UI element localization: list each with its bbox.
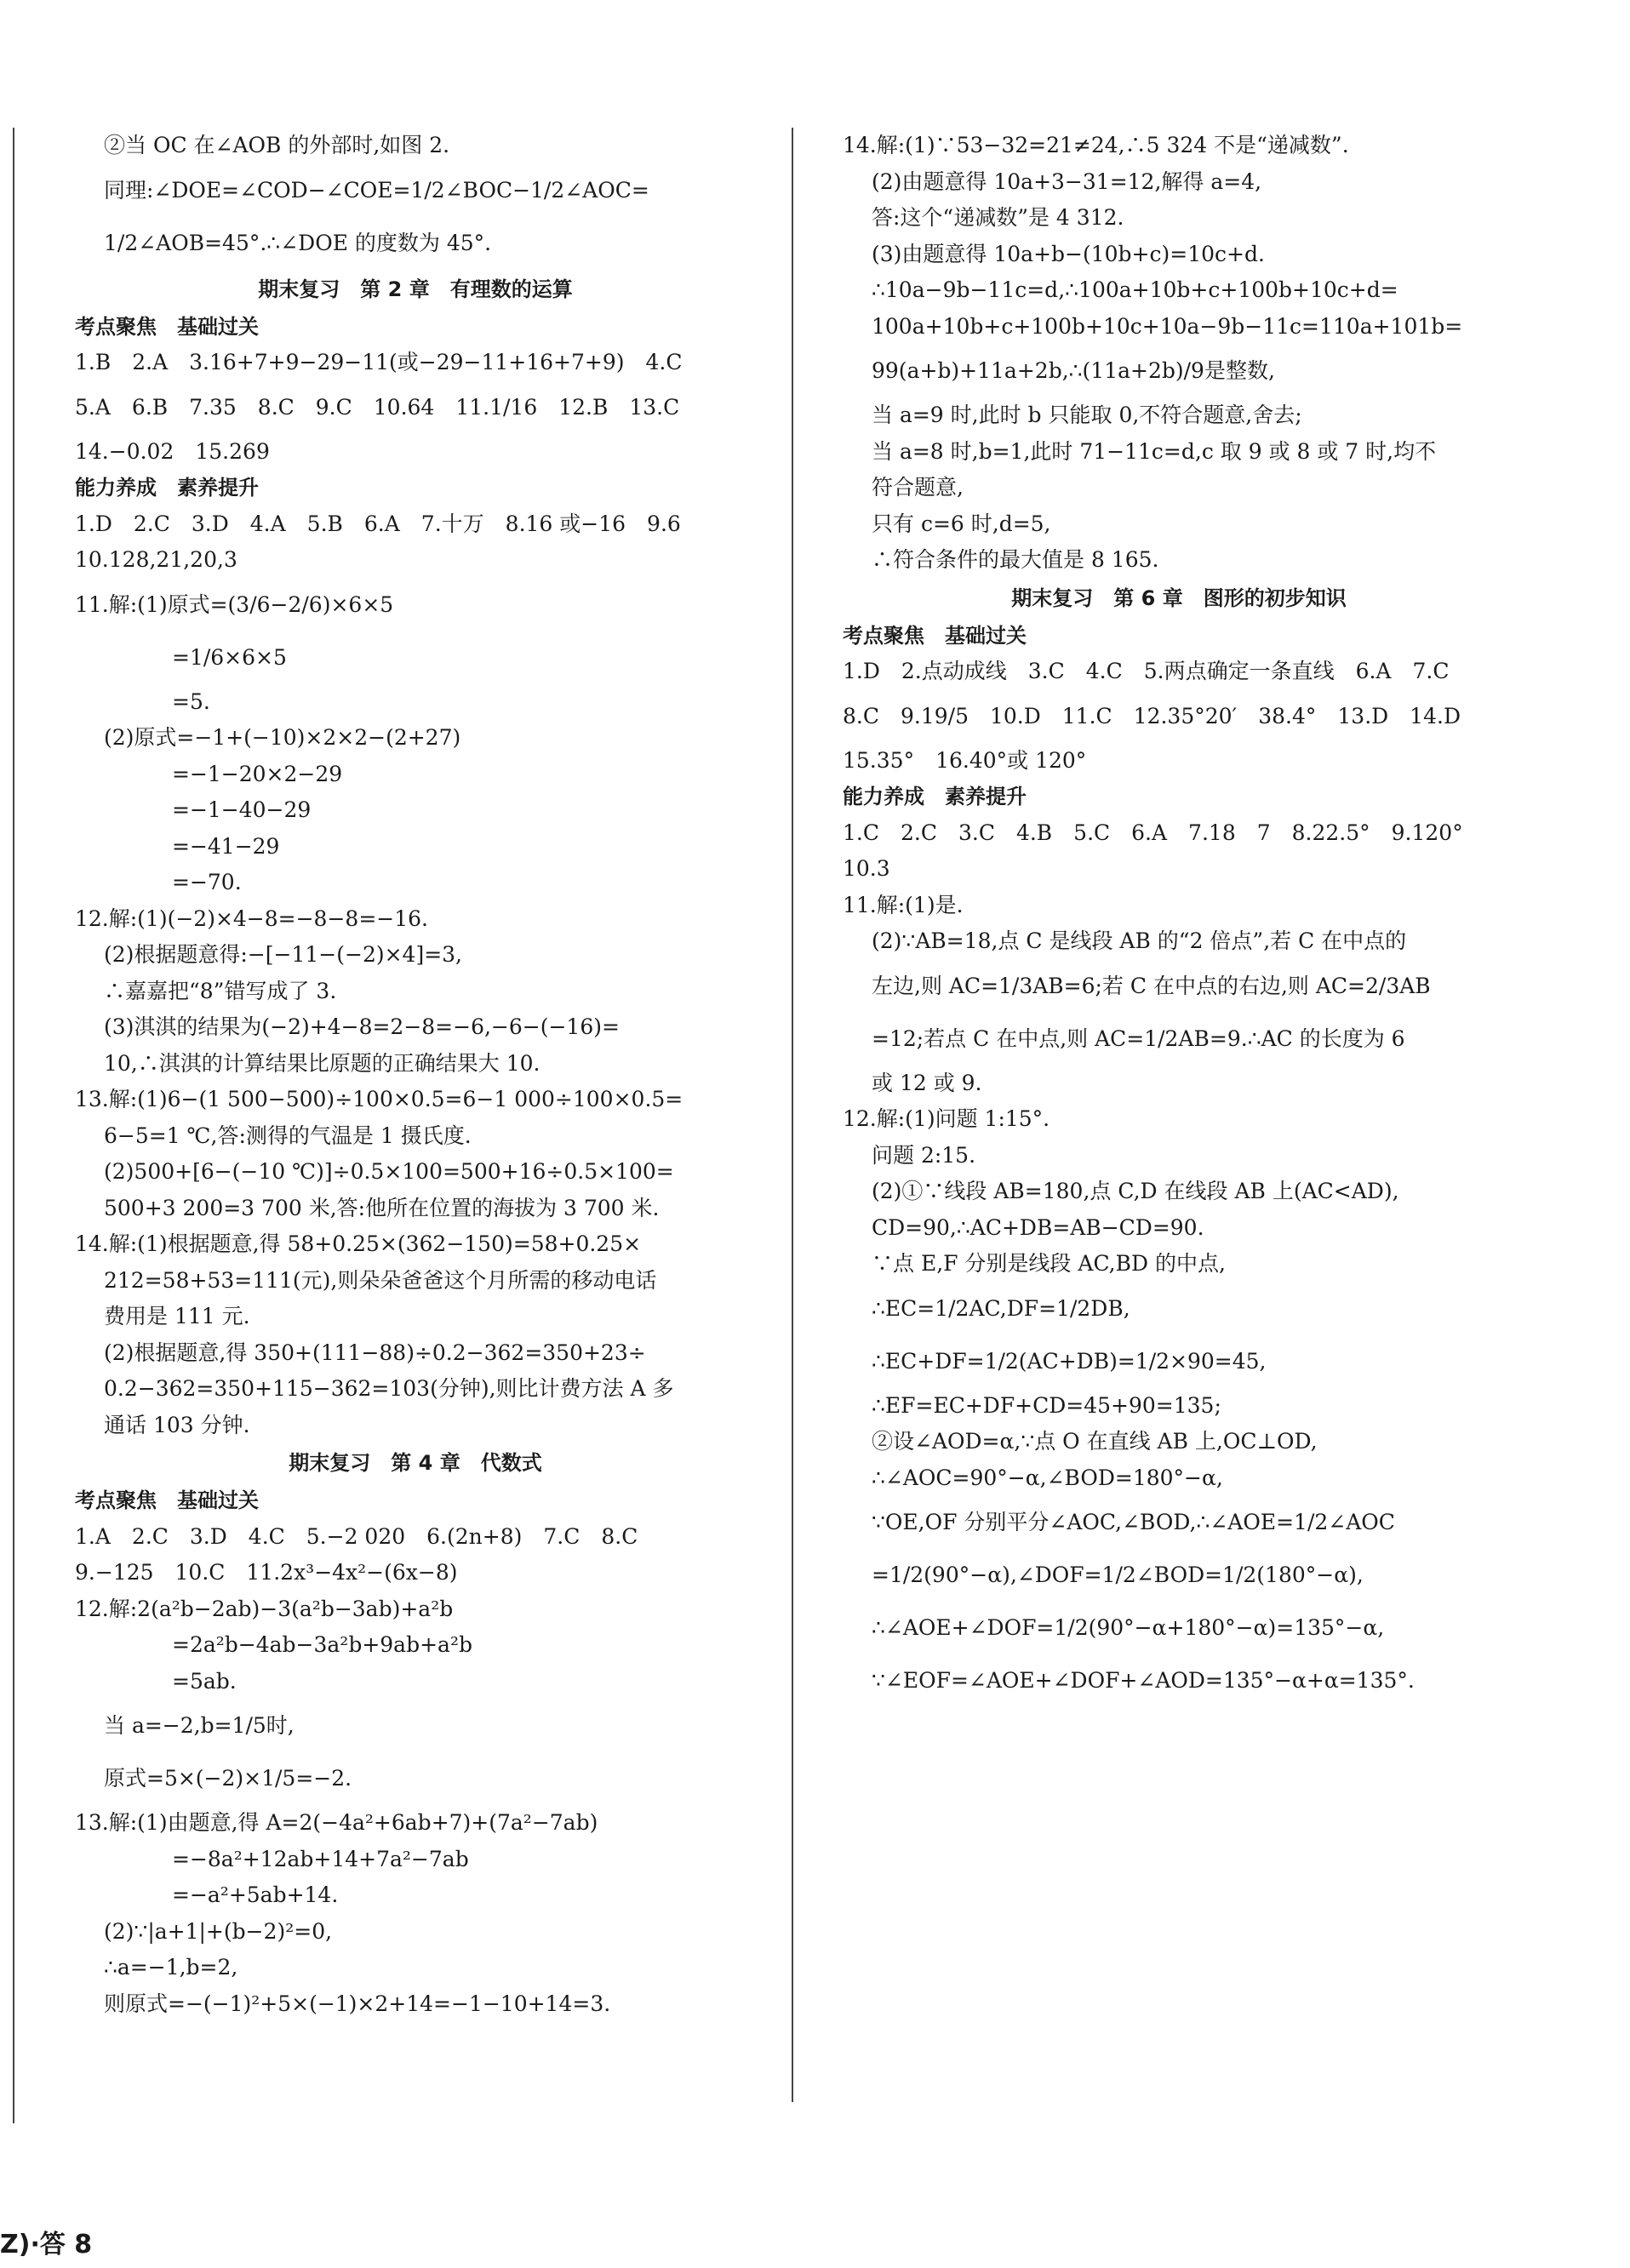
subsection-heading: 考点聚焦 基础过关	[843, 623, 1027, 648]
answer-line: 答:这个“递减数”是 4 312.	[872, 205, 1124, 230]
answer-line: 6−5=1 ℃,答:测得的气温是 1 摄氏度.	[104, 1123, 472, 1148]
answer-line: 10,∴淇淇的计算结果比原题的正确结果大 10.	[104, 1050, 540, 1076]
answer-line: ∴EF=EC+DF+CD=45+90=135;	[872, 1392, 1221, 1418]
answer-line: =5ab.	[172, 1668, 237, 1694]
answer-line: ∴符合条件的最大值是 8 165.	[872, 547, 1159, 572]
answer-line: 10.3	[843, 856, 890, 881]
section-heading: 期末复习 第 2 章 有理数的运算	[258, 277, 573, 301]
answer-line: ②设∠AOD=α,∵点 O 在直线 AB 上,OC⊥OD,	[872, 1429, 1318, 1454]
answer-line: 5.A 6.B 7.35 8.C 9.C 10.64 11.1/16 12.B 13.C	[75, 394, 680, 420]
section-heading: 期末复习 第 6 章 图形的初步知识	[1011, 586, 1347, 610]
answer-line: (3)淇淇的结果为(−2)+4−8=2−8=−6,−6−(−16)=	[104, 1014, 620, 1039]
answer-line: (2)根据题意得:−[−11−(−2)×4]=3,	[104, 942, 463, 967]
answer-line: ∴∠AOE+∠DOF=1/2(90°−α+180°−α)=135°−α,	[872, 1615, 1385, 1640]
answer-line: 符合题意,	[872, 475, 964, 500]
subsection-heading: 考点聚焦 基础过关	[75, 1488, 259, 1512]
answer-line: =2a²b−4ab−3a²b+9ab+a²b	[172, 1632, 472, 1657]
column-divider	[792, 128, 793, 2102]
answer-line: 99(a+b)+11a+2b,∴(11a+2b)/9是整数,	[872, 358, 1275, 383]
answer-line: =−70.	[172, 870, 242, 894]
answer-line: 原式=5×(−2)×1/5=−2.	[104, 1766, 352, 1791]
answer-line: 12.解:(1)(−2)×4−8=−8−8=−16.	[75, 905, 428, 931]
answer-line: =−a²+5ab+14.	[172, 1882, 339, 1907]
answer-line: =1/6×6×5	[172, 644, 287, 670]
answer-line: ∴嘉嘉把“8”错写成了 3.	[104, 978, 337, 1003]
answer-line: 10.128,21,20,3	[75, 547, 237, 572]
answer-line: =5.	[172, 688, 210, 714]
answer-line: (2)原式=−1+(−10)×2×2−(2+27)	[104, 725, 461, 750]
answer-line: 14.−0.02 15.269	[75, 438, 270, 464]
answer-line: (3)由题意得 10a+b−(10b+c)=10c+d.	[872, 241, 1265, 266]
answer-line: 当 a=8 时,b=1,此时 71−11c=d,c 取 9 或 8 或 7 时,均不	[872, 438, 1437, 464]
answer-line: 13.解:(1)由题意,得 A=2(−4a²+6ab+7)+(7a²−7ab)	[75, 1810, 598, 1835]
answer-line: ∴EC=1/2AC,DF=1/2DB,	[872, 1295, 1130, 1321]
subsection-heading: 能力养成 素养提升	[75, 476, 259, 500]
answer-line: =12;若点 C 在中点,则 AC=1/2AB=9.∴AC 的长度为 6	[872, 1025, 1405, 1051]
subsection-heading: 考点聚焦 基础过关	[75, 314, 259, 339]
answer-line: 13.解:(1)6−(1 500−500)÷100×0.5=6−1 000÷100×0.5=	[75, 1087, 683, 1111]
answer-line: 0.2−362=350+115−362=103(分钟),则比计费方法 A 多	[104, 1376, 674, 1401]
answer-line: 左边,则 AC=1/3AB=6;若 C 在中点的右边,则 AC=2/3AB	[872, 973, 1431, 998]
answer-line: 14.解:(1)∵53−32=21≠24,∴5 324 不是“递减数”.	[843, 133, 1349, 157]
answer-line: 1.C 2.C 3.C 4.B 5.C 6.A 7.18 7 8.22.5° 9.120°	[843, 820, 1463, 845]
answer-line: ∴a=−1,b=2,	[104, 1955, 238, 1980]
answer-line: 当 a=−2,b=1/5时,	[104, 1713, 295, 1738]
answer-line: 212=58+53=111(元),则朵朵爸爸这个月所需的移动电话	[104, 1267, 657, 1293]
answer-line: 11.解:(1)原式=(3/6−2/6)×6×5	[75, 591, 394, 617]
answer-line: 500+3 200=3 700 米,答:他所在位置的海拔为 3 700 米.	[104, 1195, 660, 1220]
answer-line: ∵点 E,F 分别是线段 AC,BD 的中点,	[872, 1251, 1226, 1276]
answer-line: 则原式=−(−1)²+5×(−1)×2+14=−1−10+14=3.	[104, 1991, 611, 2016]
answer-line: 100a+10b+c+100b+10c+10a−9b−11c=110a+101b=	[872, 313, 1463, 339]
answer-line: 14.解:(1)根据题意,得 58+0.25×(362−150)=58+0.25×	[75, 1231, 642, 1256]
answer-line: ∵∠EOF=∠AOE+∠DOF+∠AOD=135°−α+α=135°.	[872, 1668, 1415, 1693]
answer-line: 12.解:(1)问题 1:15°.	[843, 1106, 1050, 1131]
answer-line: ②当 OC 在∠AOB 的外部时,如图 2.	[104, 133, 450, 157]
answer-line: 当 a=9 时,此时 b 只能取 0,不符合题意,舍去;	[872, 403, 1302, 427]
answer-line: =−41−29	[172, 833, 280, 859]
answer-line: 1.B 2.A 3.16+7+9−29−11(或−29−11+16+7+9) 4.C	[75, 350, 683, 374]
page-footer: Z)·答 8	[0, 2230, 93, 2259]
answer-line: 1.A 2.C 3.D 4.C 5.−2 020 6.(2n+8) 7.C 8.C	[75, 1523, 638, 1549]
answer-line: (2)①∵线段 AB=180,点 C,D 在线段 AB 上(AC<AD),	[872, 1179, 1399, 1203]
answer-line: ∴∠AOC=90°−α,∠BOD=180°−α,	[872, 1465, 1223, 1490]
answer-line: 费用是 111 元.	[104, 1304, 250, 1328]
answer-line: =−8a²+12ab+14+7a²−7ab	[172, 1846, 469, 1871]
answer-line: 11.解:(1)是.	[843, 892, 964, 917]
answer-line: 12.解:2(a²b−2ab)−3(a²b−3ab)+a²b	[75, 1596, 454, 1621]
answer-line: ∵OE,OF 分别平分∠AOC,∠BOD,∴∠AOE=1/2∠AOC	[872, 1510, 1395, 1534]
answer-line: 8.C 9.19/5 10.D 11.C 12.35°20′ 38.4° 13.D 14.D	[843, 703, 1461, 728]
answer-line: 1/2∠AOB=45°.∴∠DOE 的度数为 45°.	[104, 230, 492, 255]
answer-line: 1.D 2.C 3.D 4.A 5.B 6.A 7.十万 8.16 或−16 9.6	[75, 511, 681, 536]
answer-line: (2)由题意得 10a+3−31=12,解得 a=4,	[872, 169, 1262, 194]
answer-line: =−1−20×2−29	[172, 761, 343, 786]
answer-line: 9.−125 10.C 11.2x³−4x²−(6x−8)	[75, 1560, 458, 1585]
section-heading: 期末复习 第 4 章 代数式	[289, 1451, 542, 1475]
left-margin-rule	[13, 128, 14, 2123]
left-column	[75, 128, 756, 2022]
answer-line: 15.35° 16.40°或 120°	[843, 747, 1087, 773]
answer-line: 或 12 或 9.	[872, 1070, 982, 1095]
answer-line: (2)根据题意,得 350+(111−88)÷0.2−362=350+23÷	[104, 1340, 646, 1365]
answer-line: =−1−40−29	[172, 797, 312, 822]
answer-line: 1.D 2.点动成线 3.C 4.C 5.两点确定一条直线 6.A 7.C	[843, 659, 1450, 683]
answer-line: ∴10a−9b−11c=d,∴100a+10b+c+100b+10c+d=	[872, 277, 1398, 302]
right-column	[843, 128, 1515, 1707]
answer-line: =1/2(90°−α),∠DOF=1/2∠BOD=1/2(180°−α),	[872, 1562, 1364, 1587]
answer-line: ∴EC+DF=1/2(AC+DB)=1/2×90=45,	[872, 1348, 1267, 1374]
answer-line: (2)500+[6−(−10 ℃)]÷0.5×100=500+16÷0.5×100=	[104, 1159, 674, 1184]
answer-line: (2)∵|a+1|+(b−2)²=0,	[104, 1918, 333, 1944]
answer-line: (2)∵AB=18,点 C 是线段 AB 的“2 倍点”,若 C 在中点的	[872, 928, 1407, 953]
answer-line: CD=90,∴AC+DB=AB−CD=90.	[872, 1214, 1204, 1240]
answer-line: 通话 103 分钟.	[104, 1412, 250, 1437]
answer-line: 同理:∠DOE=∠COD−∠COE=1/2∠BOC−1/2∠AOC=	[104, 177, 649, 203]
answer-line: 只有 c=6 时,d=5,	[872, 511, 1051, 536]
subsection-heading: 能力养成 素养提升	[843, 785, 1027, 808]
answer-line: 问题 2:15.	[872, 1142, 976, 1168]
